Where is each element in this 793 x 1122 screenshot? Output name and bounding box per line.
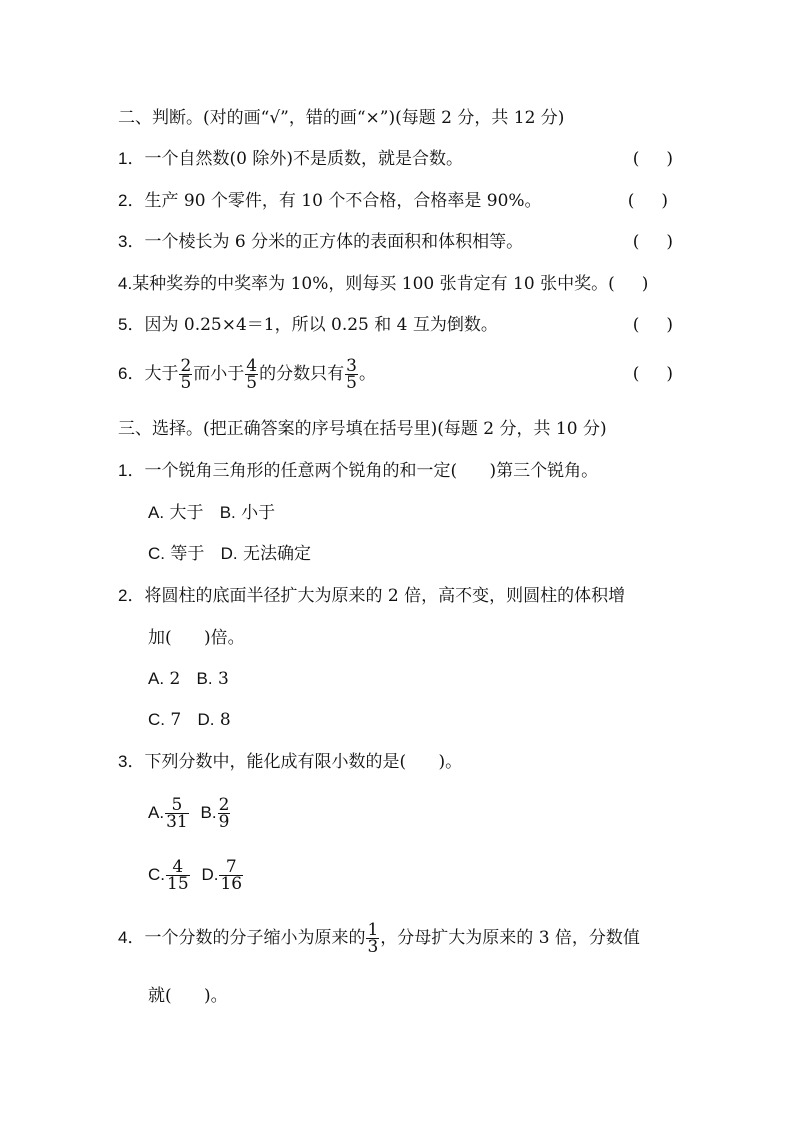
denominator: 5 — [246, 373, 258, 393]
fraction — [218, 797, 231, 830]
option-d-text: 8 — [219, 710, 231, 730]
option-d-label[interactable]: D. — [201, 865, 219, 884]
option-c-label[interactable]: C. — [148, 865, 165, 884]
answer-blank[interactable]: ( ) — [632, 364, 673, 384]
numerator: 4 — [166, 859, 190, 876]
answer-blank[interactable]: ( ) — [632, 149, 673, 169]
question-text: 下列分数中，能化成有限小数的是( )。 — [144, 752, 463, 772]
numerator: 1 — [367, 920, 379, 940]
answer-blank[interactable]: ( ) — [608, 274, 649, 294]
numerator: 5 — [165, 797, 189, 814]
item-text: 一个自然数(0 除外)不是质数，就是合数。 — [144, 149, 463, 169]
options-row — [148, 793, 231, 833]
answer-blank[interactable]: ( ) — [627, 191, 668, 211]
option-b-text: 小于 — [241, 503, 276, 523]
question-number: 4． — [118, 928, 145, 947]
option-c-text: 等于 — [170, 544, 205, 564]
item-text: 某种奖券的中奖率为 10%，则每买 100 张肯定有 10 张中奖。 — [132, 274, 609, 294]
answer-blank[interactable]: ( ) — [632, 315, 673, 335]
question-text: 一个分数的分子缩小为原来的 — [144, 928, 366, 948]
item-text: 生产 90 个零件，有 10 个不合格，合格率是 90%。 — [144, 191, 542, 211]
options-row — [148, 543, 311, 565]
fraction — [245, 358, 258, 391]
judge-item-1 — [118, 148, 673, 170]
option-c-text: 7 — [170, 710, 182, 730]
option-a-label[interactable]: A. — [148, 503, 165, 522]
numerator: 4 — [246, 356, 258, 376]
judge-item-6 — [118, 357, 673, 391]
option-b-text: 3 — [217, 669, 229, 689]
judge-item-5 — [118, 314, 673, 336]
item-text: 因为 0.25×4＝1，所以 0.25 和 4 互为倒数。 — [144, 315, 498, 335]
fraction — [165, 797, 189, 830]
option-b-label[interactable]: B. — [200, 803, 217, 822]
denominator: 5 — [346, 373, 357, 393]
question-text: 将圆柱的底面半径扩大为原来的 2 倍，高不变，则圆柱的体积增 — [144, 586, 626, 606]
option-c-label[interactable]: C. — [148, 544, 165, 563]
denominator: 15 — [167, 874, 189, 894]
options-row — [148, 855, 244, 895]
judge-item-4 — [118, 273, 673, 295]
numerator: 3 — [346, 356, 357, 376]
option-b-label[interactable]: B. — [196, 669, 213, 688]
fraction — [179, 358, 192, 391]
fraction — [219, 859, 243, 892]
option-d-text: 无法确定 — [243, 544, 312, 564]
numerator: 7 — [219, 859, 243, 876]
item-number: 6． — [118, 364, 145, 383]
item-text: 而小于 — [193, 364, 245, 384]
item-text: 一个棱长为 6 分米的正方体的表面积和体积相等。 — [144, 232, 524, 252]
option-b-label[interactable]: B. — [219, 503, 236, 522]
choice-question-3 — [118, 751, 462, 773]
options-row — [148, 502, 275, 524]
option-a-text: 2 — [169, 669, 181, 689]
options-row — [148, 668, 229, 690]
option-d-label[interactable]: D. — [197, 710, 215, 729]
judge-item-2 — [118, 190, 668, 212]
denominator: 5 — [180, 373, 192, 393]
question-text-continued: 就( )。 — [148, 986, 228, 1006]
judge-item-3 — [118, 231, 673, 253]
choice-question-2 — [118, 585, 625, 607]
item-text: 的分数只有 — [259, 364, 345, 384]
item-number: 5． — [118, 315, 145, 334]
item-number: 1． — [118, 149, 145, 168]
option-a-label[interactable]: A. — [148, 669, 165, 688]
choice-question-1 — [118, 460, 598, 482]
question-number: 3． — [118, 752, 145, 771]
denominator: 3 — [367, 937, 379, 957]
fraction — [366, 922, 379, 955]
item-number: 2． — [118, 191, 145, 210]
question-number: 1． — [118, 461, 145, 480]
denominator: 31 — [166, 812, 188, 832]
item-number: 4. — [118, 274, 133, 293]
numerator: 2 — [180, 356, 192, 376]
denominator: 16 — [220, 874, 243, 894]
question-text-continued: 加( )倍。 — [148, 628, 245, 648]
item-text: 。 — [358, 364, 376, 384]
item-text: 大于 — [144, 364, 179, 384]
denominator: 9 — [218, 812, 230, 832]
item-number: 3． — [118, 232, 145, 251]
question-text: 一个锐角三角形的任意两个锐角的和一定( )第三个锐角。 — [144, 461, 599, 481]
section2-title: 二、判断。(对的画“√”，错的画“×”)(每题 2 分，共 12 分) — [118, 108, 565, 128]
fraction — [345, 358, 358, 391]
fraction — [166, 859, 190, 892]
numerator: 2 — [218, 795, 230, 815]
choice-question-4 — [118, 920, 640, 956]
answer-blank[interactable]: ( ) — [632, 232, 673, 252]
question-number: 2． — [118, 586, 145, 605]
section3-title: 三、选择。(把正确答案的序号填在括号里)(每题 2 分，共 10 分) — [118, 419, 607, 439]
option-c-label[interactable]: C. — [148, 710, 165, 729]
option-a-text: 大于 — [169, 503, 204, 523]
option-d-label[interactable]: D. — [220, 544, 238, 563]
option-a-label[interactable]: A. — [148, 803, 165, 822]
question-text: ，分母扩大为原来的 3 倍，分数值 — [380, 928, 640, 948]
options-row — [148, 709, 231, 731]
